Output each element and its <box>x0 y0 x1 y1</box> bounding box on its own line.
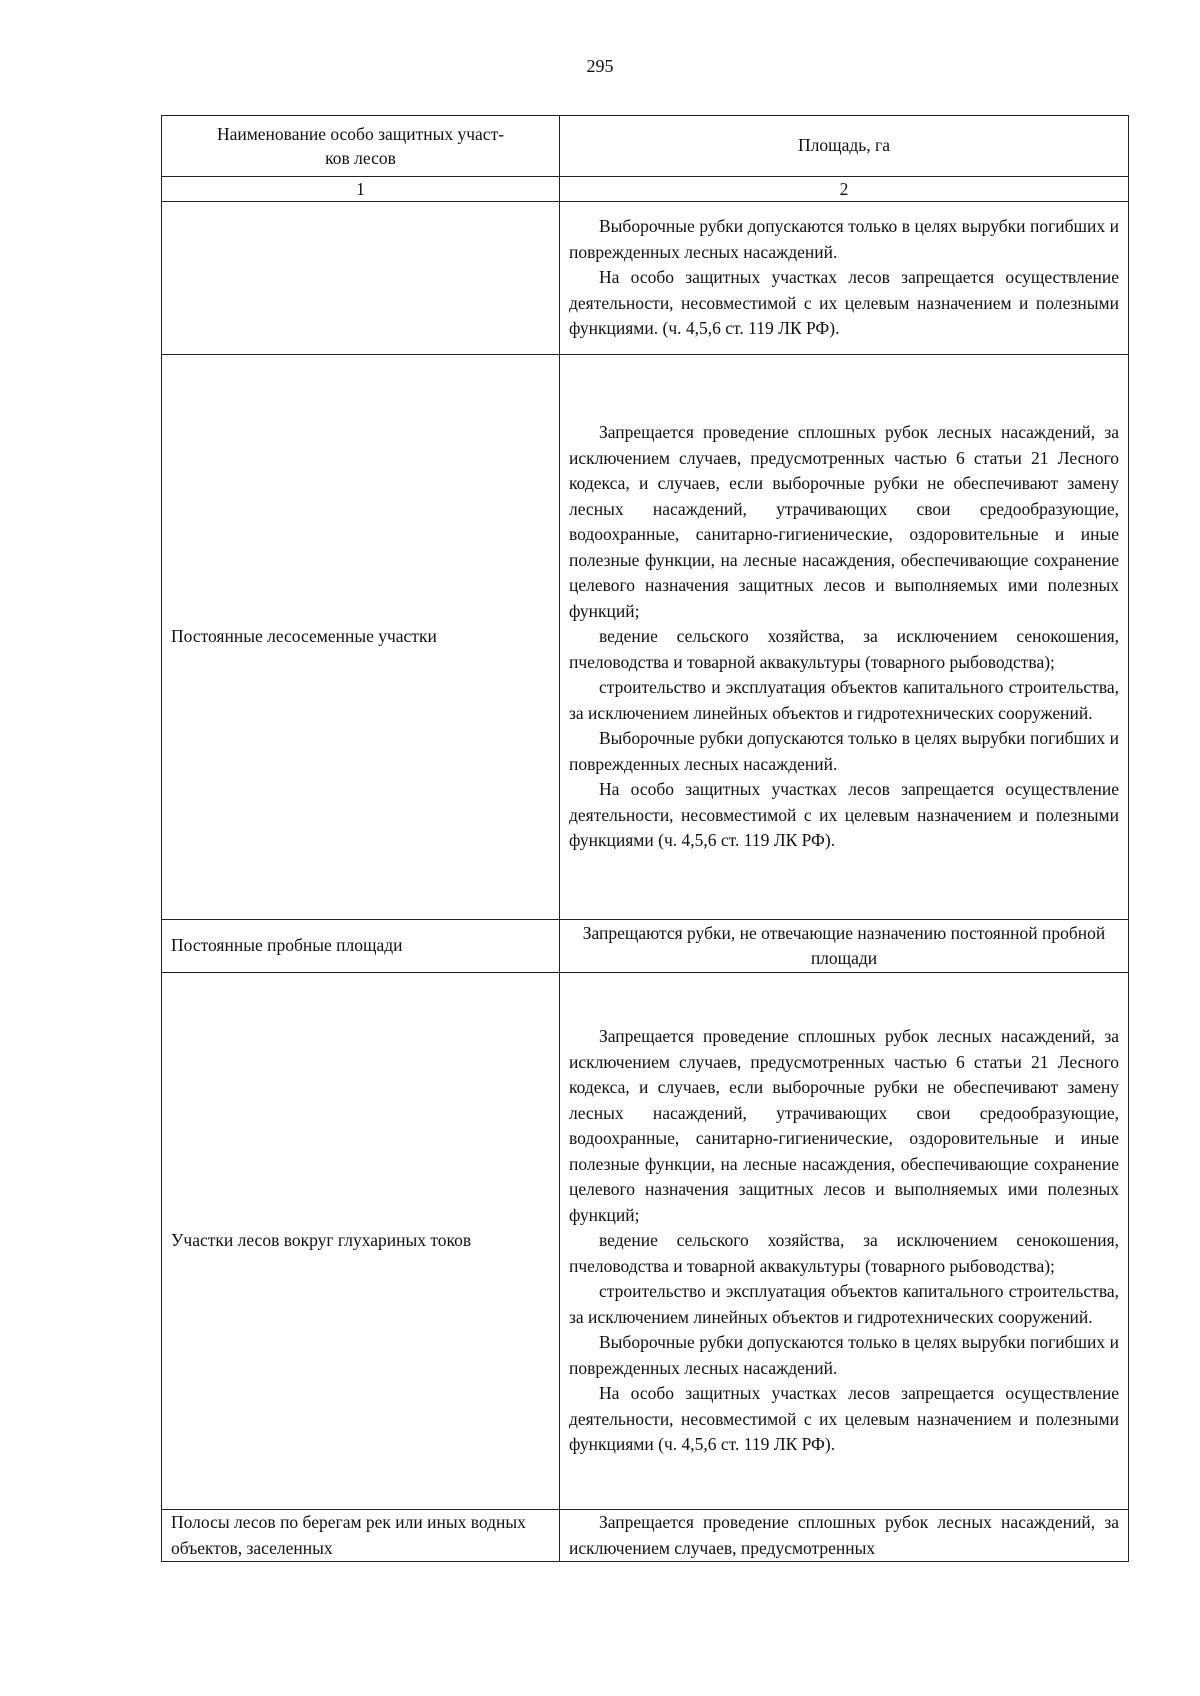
row-restrictions-cell <box>560 202 1129 355</box>
header-name-line1: Наименование особо защитных участ- <box>216 124 505 144</box>
restriction-paragraph: На особо защитных участках лесов запрещается осуществление деятельности, несовместимой с их целевым назначением и полезными функциями. (ч. 4,5,6 ст. 119 ЛК РФ). <box>569 267 1119 339</box>
restriction-paragraph: Выборочные рубки допускаются только в целях вырубки погибших и поврежденных лесных насаждений. <box>569 1332 1119 1378</box>
column-number-2: 2 <box>560 177 1129 202</box>
restriction-paragraph: На особо защитных участках лесов запрещается осуществление деятельности, несовместимой с их целевым назначением и полезными функциями (ч. 4,5,6 ст. 119 ЛК РФ). <box>569 779 1119 851</box>
row-name-cell: Постоянные лесосеменные участки <box>162 355 560 920</box>
table-row <box>162 973 1129 1510</box>
table-header-row <box>162 116 1129 177</box>
header-name-cell <box>162 116 560 177</box>
restriction-paragraph: Запрещается проведение сплошных рубок лесных насаждений, за исключением случаев, предусмотренных <box>569 1512 1119 1558</box>
header-name-line2: ков лесов <box>325 148 396 168</box>
row-restrictions-cell <box>560 355 1129 920</box>
row-name-cell <box>162 202 560 355</box>
row-name-cell: Полосы лесов по берегам рек или иных водных объектов, заселенных <box>162 1510 560 1562</box>
restriction-paragraph: Запрещается проведение сплошных рубок лесных насаждений, за исключением случаев, предусмотренных частью 6 статьи 21 Лесного кодекса, и случаев, если выборочные рубки не обеспечивают замену лесных насаждений, утрачивающих свои средообразующие, водоохранные, санитарно-гигиенические, оздоровительные и иные полезные функции, на лесные насаждения, обеспечивающие сохранение целевого назначения защитных лесов и выполняемых ими полезных функций; <box>569 1026 1119 1225</box>
table-row <box>162 1510 1129 1562</box>
restriction-paragraph: Запрещается проведение сплошных рубок лесных насаждений, за исключением случаев, предусмотренных частью 6 статьи 21 Лесного кодекса, и случаев, если выборочные рубки не обеспечивают замену лесных насаждений, утрачивающих свои средообразующие, водоохранные, санитарно-гигиенические, оздоровительные и иные полезные функции, на лесные насаждения, обеспечивающие сохранение целевого назначения защитных лесов и выполняемых ими полезных функций; <box>569 422 1119 621</box>
restriction-paragraph: ведение сельского хозяйства, за исключением сенокошения, пчеловодства и товарной аквакультуры (товарного рыбоводства); <box>569 626 1119 672</box>
restriction-paragraph: Выборочные рубки допускаются только в целях вырубки погибших и поврежденных лесных насаждений. <box>569 216 1119 262</box>
row-name-cell: Участки лесов вокруг глухариных токов <box>162 973 560 1510</box>
restriction-paragraph: строительство и эксплуатация объектов капитального строительства, за исключением линейных объектов и гидротехнических сооружений. <box>569 1281 1119 1327</box>
column-number-1: 1 <box>162 177 560 202</box>
row-name-cell: Постоянные пробные площади <box>162 920 560 973</box>
page-number: 295 <box>586 56 614 76</box>
restriction-paragraph: Запрещаются рубки, не отвечающие назначению постоянной пробной площади <box>582 922 1106 968</box>
restriction-paragraph: Выборочные рубки допускаются только в целях вырубки погибших и поврежденных лесных насаждений. <box>569 728 1119 774</box>
row-restrictions-cell <box>560 920 1129 973</box>
restriction-paragraph: строительство и эксплуатация объектов капитального строительства, за исключением линейных объектов и гидротехнических сооружений. <box>569 677 1119 723</box>
row-restrictions-cell <box>560 1510 1129 1562</box>
table-row <box>162 920 1129 973</box>
column-number-row <box>162 177 1129 202</box>
protective-areas-table <box>161 115 1129 1562</box>
table-row <box>162 355 1129 920</box>
restriction-paragraph: ведение сельского хозяйства, за исключением сенокошения, пчеловодства и товарной аквакультуры (товарного рыбоводства); <box>569 1230 1119 1276</box>
restriction-paragraph: На особо защитных участках лесов запрещается осуществление деятельности, несовместимой с их целевым назначением и полезными функциями (ч. 4,5,6 ст. 119 ЛК РФ). <box>569 1383 1119 1455</box>
table-row <box>162 202 1129 355</box>
row-restrictions-cell <box>560 973 1129 1510</box>
header-area-cell: Площадь, га <box>560 116 1129 177</box>
